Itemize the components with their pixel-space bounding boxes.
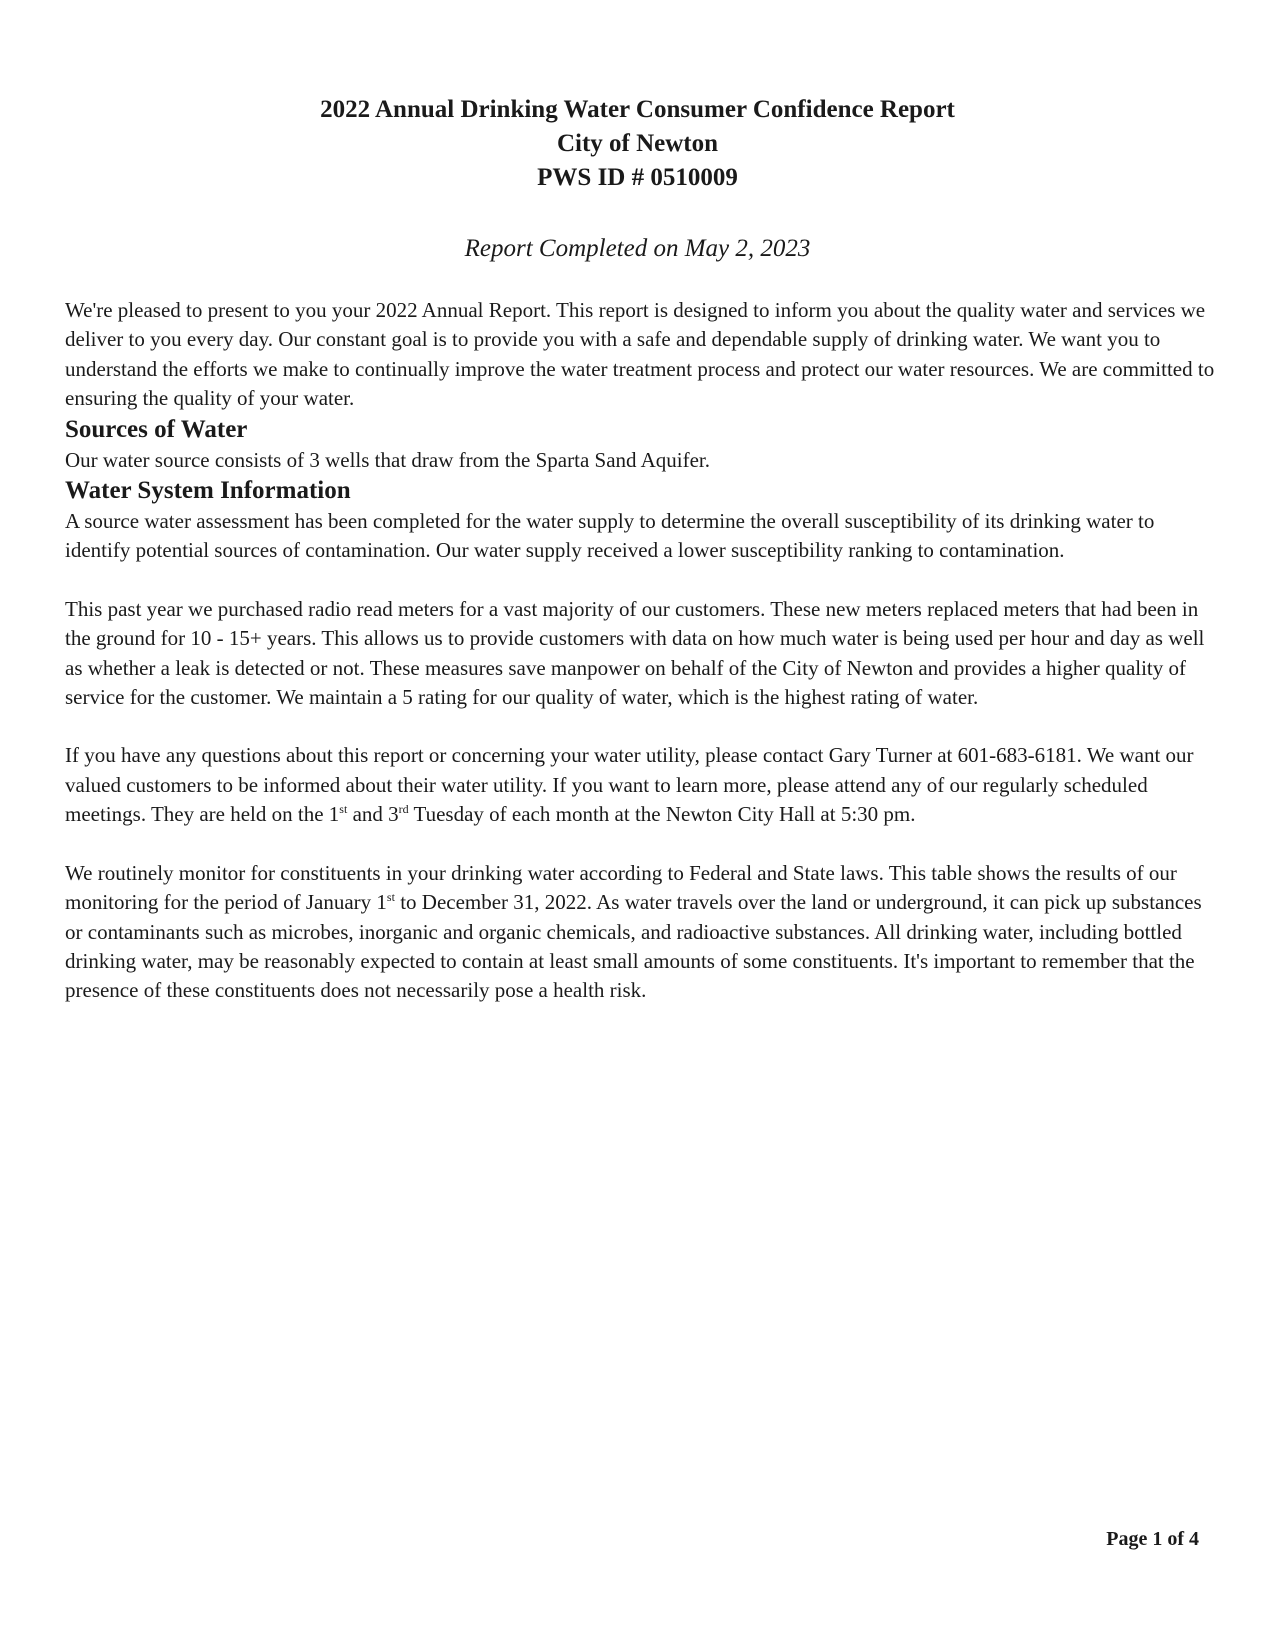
city-name: City of Newton	[556, 130, 719, 157]
system-paragraph-contact	[65, 741, 1215, 829]
report-completed-date: Report Completed on May 2, 2023	[464, 235, 811, 262]
ordinal-suffix-third: rd	[398, 802, 409, 817]
intro-paragraph: We're pleased to present to you your 2022 Annual Report. This report is designed to inform you about the quality water and services we deliver to you every day. Our constant goal is to provide you with a safe and dependable supply of drinking water. We want you to understand the efforts we make to continually improve the water treatment process and protect our water resources. We are committed to ensuring the quality of your water.	[65, 298, 1215, 411]
sources-paragraph: Our water source consists of 3 wells that draw from the Sparta Sand Aquifer.	[65, 447, 711, 472]
sources-heading: Sources of Water	[65, 415, 248, 443]
report-title: 2022 Annual Drinking Water Consumer Confidence Report	[320, 96, 955, 123]
system-heading: Water System Information	[65, 477, 351, 505]
system-paragraph-assessment: A source water assessment has been completed for the water supply to determine the overall susceptibility of its drinking water to identify potential sources of contamination. Our water supply received a lower susceptibility ranking to contamination.	[65, 509, 1155, 563]
monitoring-text-a: We routinely monitor for constituents in your drinking water according to Federal and State laws. This table shows the results of our monitoring for the period of January 1	[65, 860, 1177, 915]
page-number: Page 1 of 4	[1106, 1528, 1199, 1550]
contact-text-c: Tuesday of each month at the Newton City Hall at 5:30 pm.	[408, 802, 916, 827]
paragraph-gap	[65, 566, 1215, 595]
system-paragraph-meters: This past year we purchased radio read meters for a vast majority of our customers. These new meters replaced meters that had been in the ground for 10 - 15+ years. This allows us to provide customers with data on how much water is being used per hour and day as well as whether a leak is detected or not. These measures save manpower on behalf of the City of Newton and provides a higher quality of service for the customer. We maintain a 5 rating for our quality of water, which is the highest rating of water.	[65, 596, 1205, 710]
ordinal-suffix-first: st	[386, 890, 395, 905]
report-body	[65, 296, 1215, 1006]
paragraph-gap	[65, 830, 1215, 859]
paragraph-gap	[65, 712, 1215, 741]
monitoring-text-b: to December 31, 2022. As water travels over the land or underground, it can pick up substances or contaminants such as microbes, inorganic and organic chemicals, and radioactive substances. All drinking water, including bottled drinking water, may be reasonably expected to contain at least small amounts of some constituents. It's important to remember that the presence of these constituents does not necessarily pose a health risk.	[65, 890, 1202, 1003]
report-header	[0, 93, 1275, 195]
contact-text-a: If you have any questions about this report or concerning your water utility, please contact Gary Turner at 601-683-6181. We want our valued customers to be informed about their water utility. If you want to learn more, please attend any of our regularly scheduled meetings. They are held on the 1	[65, 743, 1194, 827]
contact-text-b: and 3	[347, 802, 399, 827]
ordinal-suffix-first: st	[339, 802, 348, 817]
system-paragraph-monitoring	[65, 859, 1215, 1006]
pws-id: PWS ID # 0510009	[537, 164, 738, 191]
